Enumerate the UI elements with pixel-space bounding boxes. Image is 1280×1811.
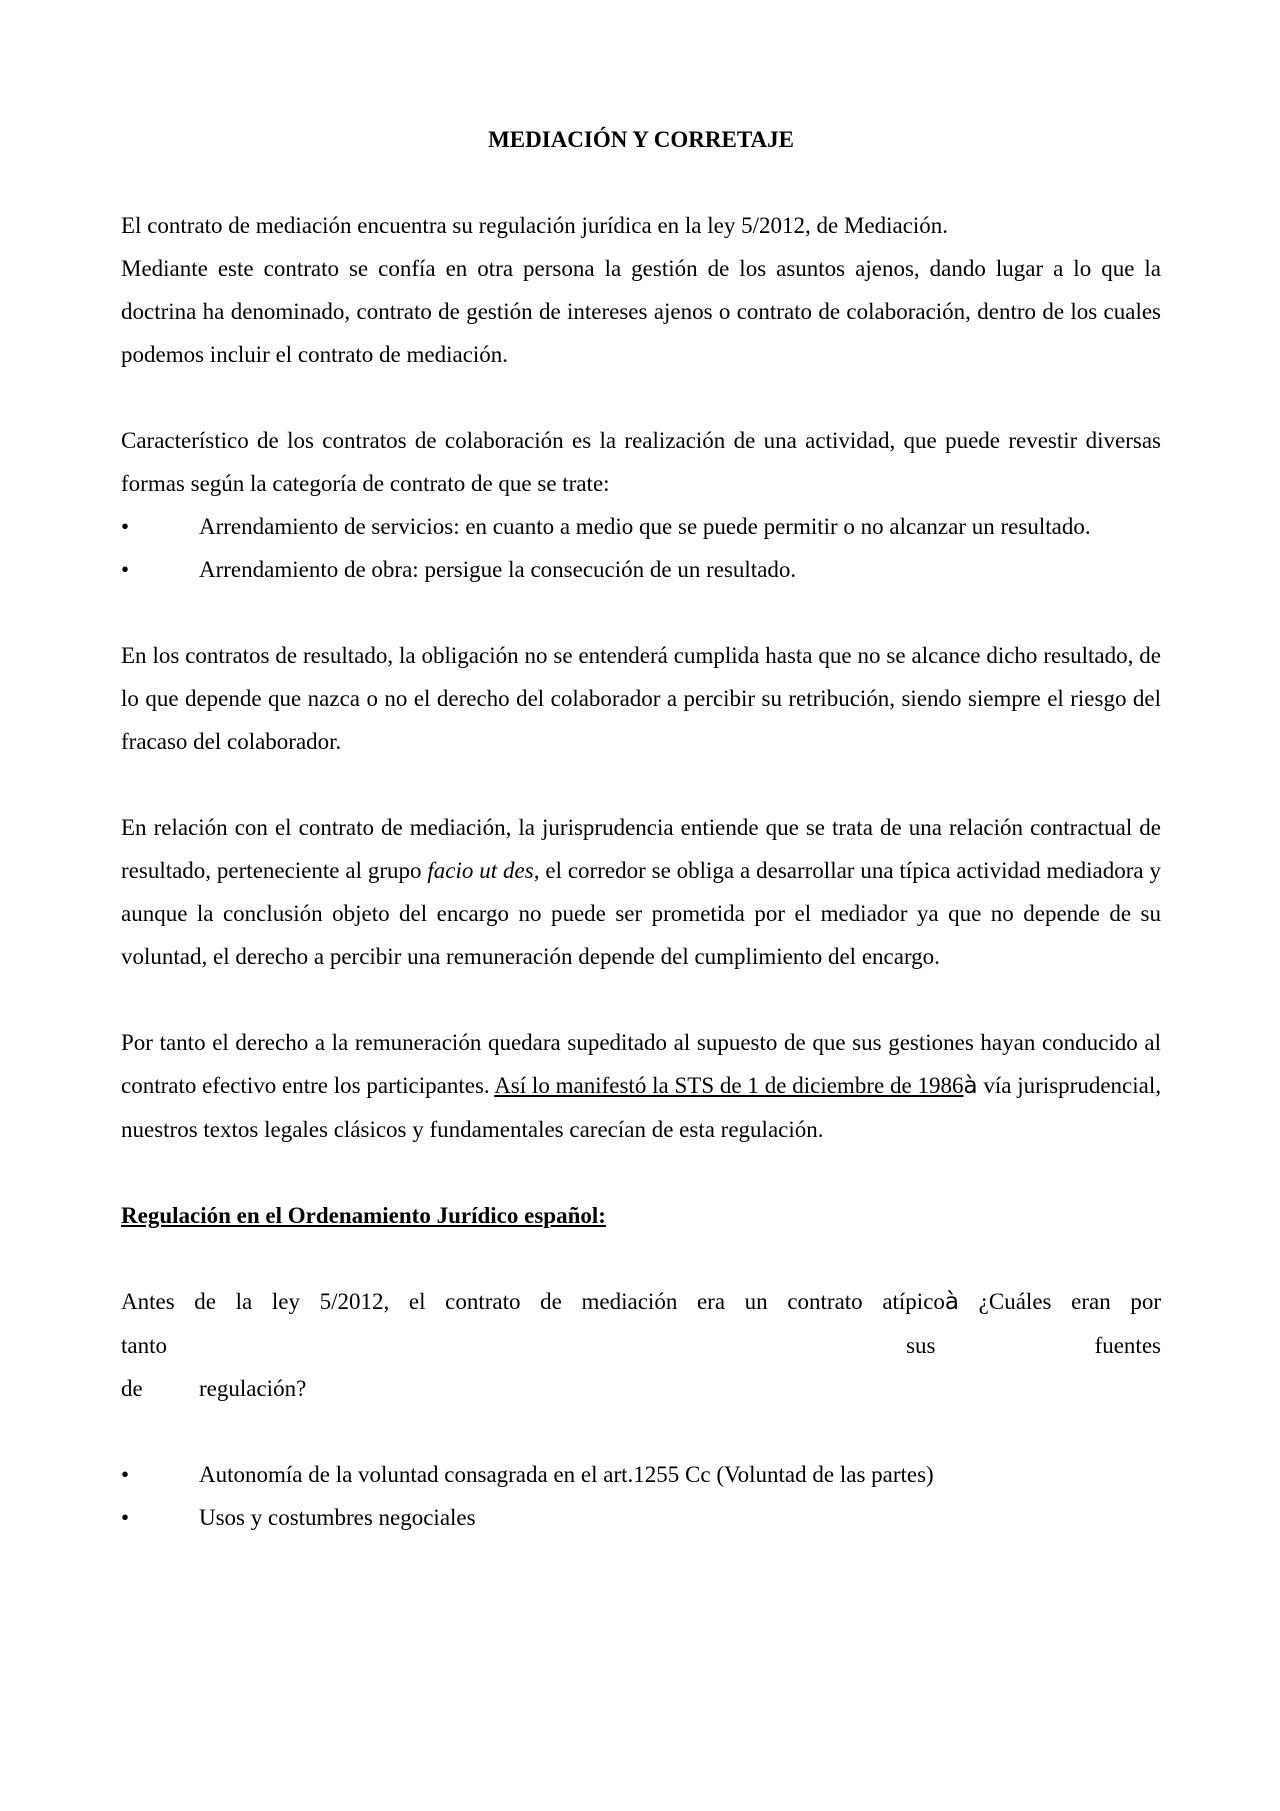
word: tanto — [121, 1333, 167, 1358]
arrow-symbol: à — [944, 1289, 960, 1315]
document-page — [121, 118, 1161, 1539]
spacer — [121, 1237, 1161, 1280]
spacer — [121, 763, 1161, 806]
bullet-mark: • — [121, 514, 130, 539]
spacer — [121, 591, 1161, 634]
word: de — [121, 1376, 143, 1401]
italic-text: facio ut des, — [427, 858, 540, 883]
paragraph-atypical-line2 — [121, 1324, 1161, 1367]
underlined-citation: Así lo manifestó la STS de 1 de diciembre de 1986 — [494, 1073, 964, 1098]
bullet-item — [121, 1496, 1161, 1539]
bullet-item — [121, 548, 1161, 591]
bullet-mark: • — [121, 557, 130, 582]
text-run: el corredor se obliga a desarrollar una típica actividad mediadora y aunque la conclusión objeto del encargo no puede ser prometida por el mediador ya que no depende de su voluntad, el derecho a percibir una remuneración depende del cumplimiento del encargo. — [121, 858, 1162, 969]
text-run: ¿Cuáles eran por — [959, 1289, 1162, 1314]
paragraph-mediation — [121, 806, 1161, 978]
bullet-item — [121, 1453, 1161, 1496]
document-title: MEDIACIÓN Y CORRETAJE — [488, 127, 794, 152]
section-heading: Regulación en el Ordenamiento Jurídico español: — [121, 1203, 606, 1228]
bullet-item — [121, 505, 1161, 548]
bullet-mark: • — [121, 1462, 130, 1487]
paragraph-atypical-line3 — [121, 1367, 1161, 1410]
paragraph-intro-line1: El contrato de mediación encuentra su regulación jurídica en la ley 5/2012, de Mediación. — [121, 213, 949, 238]
paragraph-results: En los contratos de resultado, la obligación no se entenderá cumplida hasta que no se alcance dicho resultado, de lo que depende que nazca o no el derecho del colaborador a percibir su retribución, siendo siempre el riesgo del fracaso del colaborador. — [121, 643, 1161, 754]
bullet-text: Autonomía de la voluntad consagrada en el art.1255 Cc (Voluntad de las partes) — [199, 1462, 934, 1487]
text-run: vía jurisprudencial, nuestros textos legales clásicos y fundamentales carecían de esta regulación. — [121, 1073, 1161, 1142]
text-run: En relación con el contrato de mediación, la jurisprudencia entiende que se trata de una relación contractual de resultado, perteneciente al grupo — [121, 815, 1161, 883]
paragraph-remuneration — [121, 1021, 1161, 1151]
word: sus — [906, 1333, 936, 1358]
bullet-mark: • — [121, 1505, 130, 1530]
word: regulación? — [199, 1376, 307, 1401]
word: fuentes — [1094, 1333, 1161, 1358]
text-run: Por tanto el derecho a la remuneración quedara supeditado al supuesto de que sus gestiones hayan conducido al contrato efectivo entre los participantes. — [121, 1030, 1161, 1098]
bullet-text: Usos y costumbres negociales — [199, 1505, 476, 1530]
spacer — [121, 978, 1161, 1021]
text-run: Antes de la ley 5/2012, el contrato de mediación era un contrato atípico — [121, 1289, 945, 1314]
spacer — [121, 1151, 1161, 1194]
spacer — [121, 376, 1161, 419]
spacer — [121, 1410, 1161, 1453]
spacer — [121, 161, 1161, 204]
bullet-text: Arrendamiento de servicios: en cuanto a medio que se puede permitir o no alcanzar un resultado. — [199, 514, 1091, 539]
paragraph-collaboration: Característico de los contratos de colaboración es la realización de una actividad, que puede revestir diversas formas según la categoría de contrato de que se trate: — [121, 428, 1161, 496]
paragraph-intro: Mediante este contrato se confía en otra persona la gestión de los asuntos ajenos, dando lugar a lo que la doctrina ha denominado, contrato de gestión de intereses ajenos o contrato de colaboración, dentro de los cuales podemos incluir el contrato de mediación. — [121, 256, 1161, 367]
bullet-text: Arrendamiento de obra: persigue la consecución de un resultado. — [199, 557, 797, 582]
arrow-symbol: à — [963, 1073, 978, 1099]
paragraph-atypical-line1 — [121, 1280, 1161, 1324]
